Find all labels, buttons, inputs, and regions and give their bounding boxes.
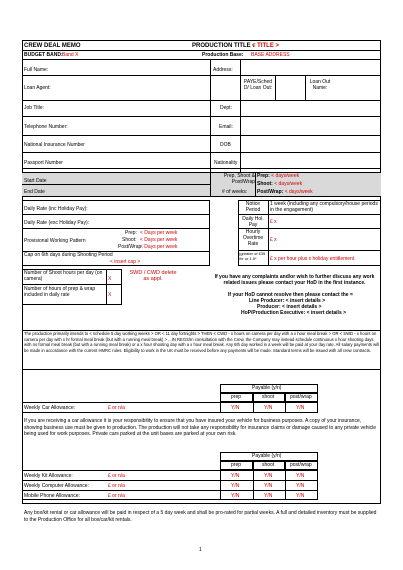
greater-label: (greater of £35 /hr or 1.5* xyxy=(239,251,266,261)
divider xyxy=(22,50,381,51)
divider xyxy=(22,116,381,117)
production-base-label: Production Base: xyxy=(202,52,244,58)
mobile-postwrap-yn[interactable]: Y/N xyxy=(296,493,305,499)
shoot-label: Shoot: xyxy=(257,181,273,187)
column-divider xyxy=(268,200,269,266)
kit-col-prep-label: prep xyxy=(231,462,242,468)
kit-allowance-label: Weekly Kit Allowance: xyxy=(24,473,73,479)
insurance-text: If you are receiving a car allowance it is your responsibility to ensure that you have insured your vehicle for business purposes. A copy of your insurance, showing business use must be given to production. The production will not take any responsibility for insurance claims or damage caused to any private vehicle being used for work purposes. Private cars parked at the unit bases are parked at your own risk. xyxy=(24,418,377,437)
post-wrap-pattern-value[interactable]: < Days per week xyxy=(140,244,178,250)
notice-value: 1 week (including any compulsory/house periods in the engagement) xyxy=(270,201,378,213)
kit-prep-yn[interactable]: Y/N xyxy=(231,473,240,479)
car-prep-yn[interactable]: Y/N xyxy=(231,405,240,411)
shoot-weeks-value[interactable]: < days/week xyxy=(274,181,303,187)
car-col-shoot-label: shoot xyxy=(262,394,275,400)
mobile-allowance-value[interactable]: £ or n/a xyxy=(108,493,125,499)
car-col-prep-label: prep xyxy=(231,394,242,400)
postwrap-weeks-label xyxy=(257,189,313,195)
mobile-allowance-label: Mobile Phone Allowance: xyxy=(24,493,80,499)
column-divider xyxy=(253,470,254,500)
notice-label: Notice Period xyxy=(245,201,261,213)
dept-label: Dept: xyxy=(220,105,232,111)
paye-label: PAYE/Sched D/ Loan Out: xyxy=(243,79,273,91)
prep-shoot-post-label: Prep, Shoot & Post/Wrap xyxy=(223,173,255,185)
computer-postwrap-yn[interactable]: Y/N xyxy=(296,483,305,489)
mobile-prep-yn[interactable]: Y/N xyxy=(231,493,240,499)
end-date-label: End Date xyxy=(24,189,45,195)
kit-col-postwrap-label: post/wrap xyxy=(290,462,312,468)
car-allowance-label: Weekly Car Allowance: xyxy=(24,405,76,411)
column-divider xyxy=(255,172,256,196)
shoot-pattern-value[interactable]: < Days per week xyxy=(140,237,178,243)
computer-allowance-value[interactable]: £ or n/a xyxy=(108,483,125,489)
computer-prep-yn[interactable]: Y/N xyxy=(231,483,240,489)
weeks-label: # of weeks: xyxy=(222,189,248,195)
per-hour-value[interactable]: £ x per hour plus x holiday entitlement xyxy=(270,256,355,262)
post-wrap-pattern-label: Post/Wrap xyxy=(118,244,142,250)
dob-label: DOB xyxy=(220,142,231,148)
divider xyxy=(22,100,381,101)
car-shoot-yn[interactable]: Y/N xyxy=(264,405,273,411)
column-divider xyxy=(220,470,221,500)
divider xyxy=(22,152,381,153)
divider xyxy=(22,214,210,215)
prep-pattern-value[interactable]: < Days per week xyxy=(140,230,178,236)
divider xyxy=(22,480,318,481)
address-label: Address: xyxy=(213,67,233,73)
car-allowance-value[interactable]: £ or n/a xyxy=(108,405,125,411)
divider xyxy=(22,172,381,173)
prep-wrap-hours-label: Number of hours of prep & wrap included in daily rate xyxy=(24,286,96,298)
cap-label: Cap on 6th days during Shooting Period xyxy=(24,252,113,258)
shoot-pattern-label: Shoot: xyxy=(122,237,137,243)
computer-allowance-label: Weekly Computer Allowance: xyxy=(24,483,89,489)
telephone-label: Telephone Number: xyxy=(24,124,68,130)
budget-band-value[interactable]: Band X xyxy=(62,52,79,58)
hop-text: HoP/Production Executive: < insert details > xyxy=(241,310,347,316)
shoot-weeks-label xyxy=(257,181,302,187)
start-date-label: Start Date xyxy=(24,178,47,184)
ni-number-label: National Insurance Number xyxy=(24,142,85,148)
column-divider xyxy=(285,470,286,500)
divider xyxy=(22,75,381,76)
production-base-value[interactable]: BASE ADDRESS xyxy=(251,52,290,58)
divider xyxy=(22,228,210,229)
swd-note: SWD / CWD delete as appl. xyxy=(129,270,177,282)
postwrap-label: Post/Wrap: xyxy=(257,189,284,195)
divider xyxy=(238,214,381,215)
prep-wrap-hours-value[interactable]: X xyxy=(108,292,112,298)
column-divider xyxy=(106,269,107,305)
kit-col-shoot-label: shoot xyxy=(262,462,275,468)
budget-band-label: BUDGET BAND: xyxy=(24,52,63,58)
cap-value[interactable]: < insert cap > xyxy=(110,259,141,265)
divider xyxy=(22,135,381,136)
car-payable-label: Payable (y/n) xyxy=(252,385,282,391)
divider xyxy=(22,59,381,60)
daily-exc-label: Daily Rate (exc Holiday Pay): xyxy=(24,220,90,226)
prep-pattern-label: Prep: xyxy=(125,230,137,236)
prep-weeks-label xyxy=(257,173,299,179)
hourly-ot-value[interactable]: £ x xyxy=(270,237,277,243)
passport-label: Passport Number xyxy=(24,160,63,166)
column-divider xyxy=(253,402,254,413)
kit-postwrap-yn[interactable]: Y/N xyxy=(296,473,305,479)
job-title-label: Job Title: xyxy=(24,105,45,111)
divider xyxy=(22,184,210,185)
prep-label: Prep: xyxy=(257,173,270,179)
computer-shoot-yn[interactable]: Y/N xyxy=(264,483,273,489)
kit-payable-label: Payable (y/n) xyxy=(252,453,282,459)
daily-inc-label: Daily Rate (inc Holiday Pay): xyxy=(24,206,88,212)
complaints-text: If you have any complaints and/or wish to further discuss any work related issues please contact your HoD in the first instance. xyxy=(214,274,375,286)
mobile-shoot-yn[interactable]: Y/N xyxy=(264,493,273,499)
shoot-hours-value[interactable]: X xyxy=(108,276,112,282)
divider xyxy=(22,490,318,491)
loan-out-name-label: Loan Out Name: xyxy=(309,79,331,91)
hod-text: If your HoD cannot resolve then please contact the = xyxy=(228,292,353,298)
loan-agent-label: Loan Agent: xyxy=(24,85,51,91)
provisional-label: Provisional Working Pattern xyxy=(24,238,86,244)
divider xyxy=(22,196,381,197)
kit-allowance-value[interactable]: £ or n/a xyxy=(108,473,125,479)
production-title-value[interactable]: < TITLE > xyxy=(252,43,280,49)
footer-note: Any box/kit rental or car allowance will be paid in respect of a 5 day week and shall be pro-rated for partial weeks. A full and detailed inventory must be supplied to the Production Office for all box/car/kit rentals. xyxy=(24,510,377,523)
car-col-postwrap-label: post/wrap xyxy=(290,394,312,400)
hourly-ot-label: Hourly Overtime Rate xyxy=(242,229,264,247)
page-number: 1 xyxy=(199,547,202,553)
page-title: CREW DEAL MEMO xyxy=(24,43,81,49)
daily-hol-value[interactable]: £ x xyxy=(270,219,277,225)
email-label: Email: xyxy=(219,124,233,130)
producer-text: Producer: < insert details > xyxy=(257,304,322,310)
column-divider xyxy=(285,402,286,413)
line-producer-text: Line Producer: < insert details > xyxy=(249,298,326,304)
car-postwrap-yn[interactable]: Y/N xyxy=(296,405,305,411)
full-name-label: Full Name: xyxy=(24,67,49,73)
divider xyxy=(22,168,381,169)
production-title-label: PRODUCTION TITLE : xyxy=(192,43,255,49)
postwrap-weeks-value[interactable]: < days/week xyxy=(284,189,313,195)
divider xyxy=(22,284,122,285)
kit-shoot-yn[interactable]: Y/N xyxy=(264,473,273,479)
terms-text: The production primarily intends to < schedule 5 day working weeks > OR < 11 day fortnights > THEN < CWD - x hours on camera per day with a x hour meal break > OR < SWD - x hours on camera per day with x hr formal meal break (but with a running meal break) > ...IN REGS/In consultation with the Crew, the Company may instead schedule continuous x hour shooting days with no formal meal break (but with a running meal break) or a x hour shooting day with a x hour meal break. Any 6th day worked in a week will be paid at your day rate. All salary payments will be made in accordance with the current HMRC rules. Eligibility to work in the UK must be received before any payments will be made. Standard terms will be issued with all crew contracts. xyxy=(24,331,379,353)
daily-hol-label: Daily Hol. Pay xyxy=(242,216,264,228)
nationality-label: Nationality xyxy=(214,160,238,166)
column-divider xyxy=(220,402,221,413)
column-divider xyxy=(275,75,276,100)
shoot-hours-label: Number of Shoot hours per day (on camera) xyxy=(24,270,103,282)
prep-weeks-value[interactable]: < days/week xyxy=(271,173,300,179)
